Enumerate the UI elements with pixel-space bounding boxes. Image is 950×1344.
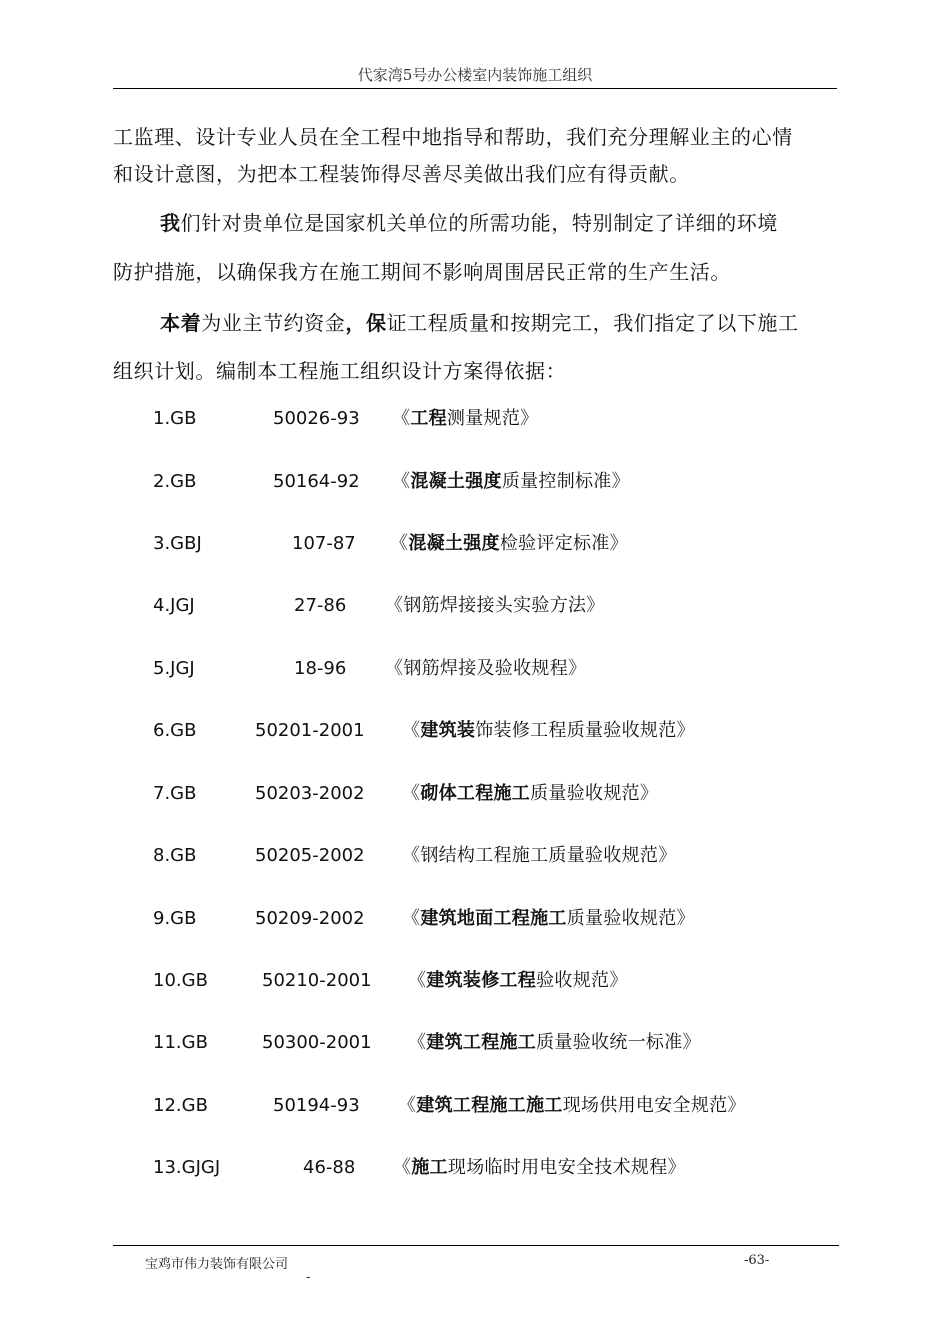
standard-code: 46-88 [303,1157,356,1178]
standard-number: 10.GB [153,970,208,991]
footer-rule [113,1245,839,1246]
paragraph-3-mid: 为业主节约资金 [201,311,346,335]
footer-dash: - [306,1270,311,1285]
standard-code: 18-96 [294,658,347,679]
standard-code: 50201-2001 [255,720,365,741]
standard-code: 50164-92 [273,471,360,492]
standard-title: 《建筑地面工程施工质量验收规范》 [402,908,695,929]
standard-number: 5.JGJ [153,658,195,679]
body-paragraph-1-line-1: 工监理、设计专业人员在全工程中地指导和帮助，我们充分理解业主的心情 [113,125,793,149]
standard-title: 《钢筋焊接及验收规程》 [385,658,587,679]
standard-number: 7.GB [153,783,197,804]
page-header-title: 代家湾5号办公楼室内装饰施工组织 [357,66,593,84]
standard-title: 《建筑工程施工质量验收统一标准》 [408,1032,701,1053]
page-number: -63- [744,1253,770,1268]
standard-title: 《钢结构工程施工质量验收规范》 [402,845,677,866]
standard-number: 13.GJGJ [153,1157,221,1178]
standard-code: 50210-2001 [262,970,372,991]
standard-title: 《建筑装修工程验收规范》 [408,970,628,991]
standard-number: 9.GB [153,908,197,929]
standard-number: 6.GB [153,720,197,741]
standard-code: 107-87 [292,533,356,554]
standard-code: 50026-93 [273,408,360,429]
standard-number: 2.GB [153,471,197,492]
standard-code: 27-86 [294,595,347,616]
paragraph-3-line-1-text: 证工程质量和按期完工，我们指定了以下施工 [386,311,799,335]
standard-code: 50209-2002 [255,908,365,929]
standard-code: 50205-2002 [255,845,365,866]
standard-code: 50300-2001 [262,1032,372,1053]
standard-number: 12.GB [153,1095,208,1116]
body-paragraph-2-line-1 [160,213,837,233]
standard-title: 《砌体工程施工质量验收规范》 [402,783,659,804]
paragraph-3-lead: 本着 [160,311,202,335]
standard-title: 《混凝土强度质量控制标准》 [392,471,630,492]
standard-title: 《建筑工程施工施工现场供用电安全规范》 [398,1095,746,1116]
standard-title: 《工程测量规范》 [392,408,539,429]
standard-number: 1.GB [153,408,197,429]
standard-number: 11.GB [153,1032,208,1053]
header-rule [113,88,837,89]
footer-company: 宝鸡市伟力装饰有限公司 [145,1257,289,1272]
body-paragraph-1-line-2: 和设计意图，为把本工程装饰得尽善尽美做出我们应有得贡献。 [113,162,690,186]
paragraph-2-line-1-text: 们针对贵单位是国家机关单位的所需功能，特别制定了详细的环境 [180,211,779,235]
standard-title: 《建筑装饰装修工程质量验收规范》 [402,720,695,741]
standard-code: 50194-93 [273,1095,360,1116]
standard-number: 8.GB [153,845,197,866]
standard-number: 4.JGJ [153,595,195,616]
standard-title: 《混凝土强度检验评定标准》 [390,533,628,554]
body-paragraph-2-line-2: 防护措施，以确保我方在施工期间不影响周围居民正常的生产生活。 [113,260,731,284]
body-paragraph-3-line-2: 组织计划。编制本工程施工组织设计方案得依据： [113,359,567,383]
body-paragraph-3-line-1 [160,313,837,333]
standard-number: 3.GBJ [153,533,202,554]
paragraph-2-lead: 我 [160,211,181,235]
standard-title: 《施工现场临时用电安全技术规程》 [393,1157,686,1178]
standard-code: 50203-2002 [255,783,365,804]
standard-title: 《钢筋焊接接头实验方法》 [385,595,605,616]
paragraph-3-comma: ，保 [345,311,387,335]
